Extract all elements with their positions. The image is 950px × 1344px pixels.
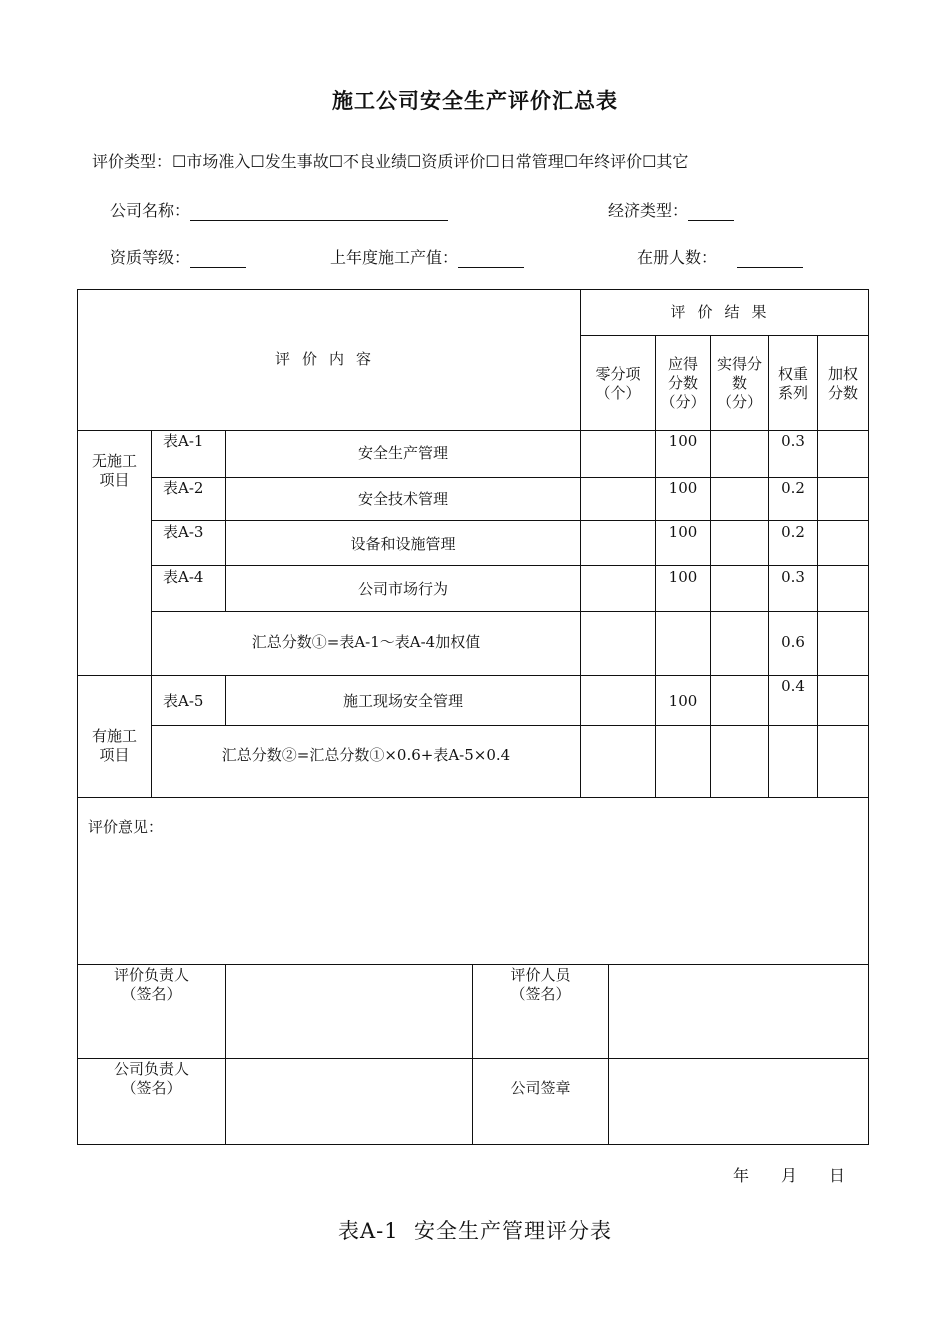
should-score-header: 应得 分数 （分） [660, 355, 706, 411]
economic-type-label: 经济类型： [608, 201, 689, 220]
page-title: 施工公司安全生产评价汇总表 [332, 88, 618, 113]
row-should-score: 100 [668, 479, 698, 497]
company-name-field [110, 198, 448, 221]
sum1-label: 汇总分数①=表A-1～表A-4加权值 [251, 633, 481, 651]
row-name: 设备和设施管理 [350, 535, 456, 553]
company-name-label: 公司名称： [110, 201, 191, 220]
last-year-output-blank [458, 249, 524, 268]
content-header: 评价内容 [274, 350, 383, 368]
company-leader-label: 公司负责人 （签名） [113, 1060, 189, 1097]
row-name: 安全技术管理 [357, 490, 448, 508]
sum2-label: 汇总分数②=汇总分数①×0.6+表A-5×0.4 [221, 746, 511, 764]
row-name: 施工现场安全管理 [342, 692, 463, 710]
row-name: 安全生产管理 [357, 444, 448, 462]
economic-type-blank [688, 202, 734, 221]
row-weight: 0.4 [781, 677, 805, 695]
next-table-title: 表A-1 安全生产管理评分表 [338, 1219, 612, 1243]
last-year-output-label: 上年度施工产值： [330, 248, 459, 267]
row-weight: 0.2 [781, 523, 805, 541]
economic-type-field [608, 198, 734, 221]
row-should-score: 100 [668, 692, 698, 710]
row-weight: 0.3 [781, 432, 805, 450]
registered-count-label: 在册人数： [637, 248, 718, 267]
row-should-score: 100 [668, 432, 698, 450]
eval-leader-label: 评价负责人 （签名） [113, 966, 189, 1003]
group-no-construction: 无施工 项目 [91, 452, 137, 489]
row-code: 表A-5 [163, 692, 204, 710]
company-seal-label: 公司签章 [510, 1079, 571, 1097]
date-line: 年 月 日 [733, 1166, 846, 1185]
row-code: 表A-1 [163, 432, 204, 450]
actual-score-header: 实得分 数 （分） [716, 355, 762, 411]
qualification-blank [190, 249, 246, 268]
row-should-score: 100 [668, 568, 698, 586]
weight-header: 权重 系列 [777, 365, 808, 402]
zero-items-header: 零分项 （个） [595, 365, 641, 402]
sum1-weight: 0.6 [781, 633, 805, 651]
group-with-construction: 有施工 项目 [91, 727, 137, 764]
eval-staff-label: 评价人员 （签名） [510, 966, 571, 1003]
row-weight: 0.3 [781, 568, 805, 586]
last-year-output-field [330, 245, 524, 268]
row-weight: 0.2 [781, 479, 805, 497]
row-code: 表A-4 [163, 568, 204, 586]
qualification-field [110, 245, 246, 268]
result-header: 评价结果 [670, 303, 779, 321]
row-code: 表A-3 [163, 523, 204, 541]
row-code: 表A-2 [163, 479, 204, 497]
row-should-score: 100 [668, 523, 698, 541]
evaluation-type-line: 评价类型：☐市场准入☐发生事故☐不良业绩☐资质评价☐日常管理☐年终评价☐其它 [92, 152, 689, 171]
qualification-label: 资质等级： [110, 248, 191, 267]
weighted-score-header: 加权 分数 [827, 365, 858, 402]
company-name-blank [190, 202, 448, 221]
registered-count-blank [737, 249, 803, 268]
opinion-label: 评价意见： [88, 818, 164, 836]
registered-count-field [637, 245, 803, 268]
row-name: 公司市场行为 [357, 580, 448, 598]
